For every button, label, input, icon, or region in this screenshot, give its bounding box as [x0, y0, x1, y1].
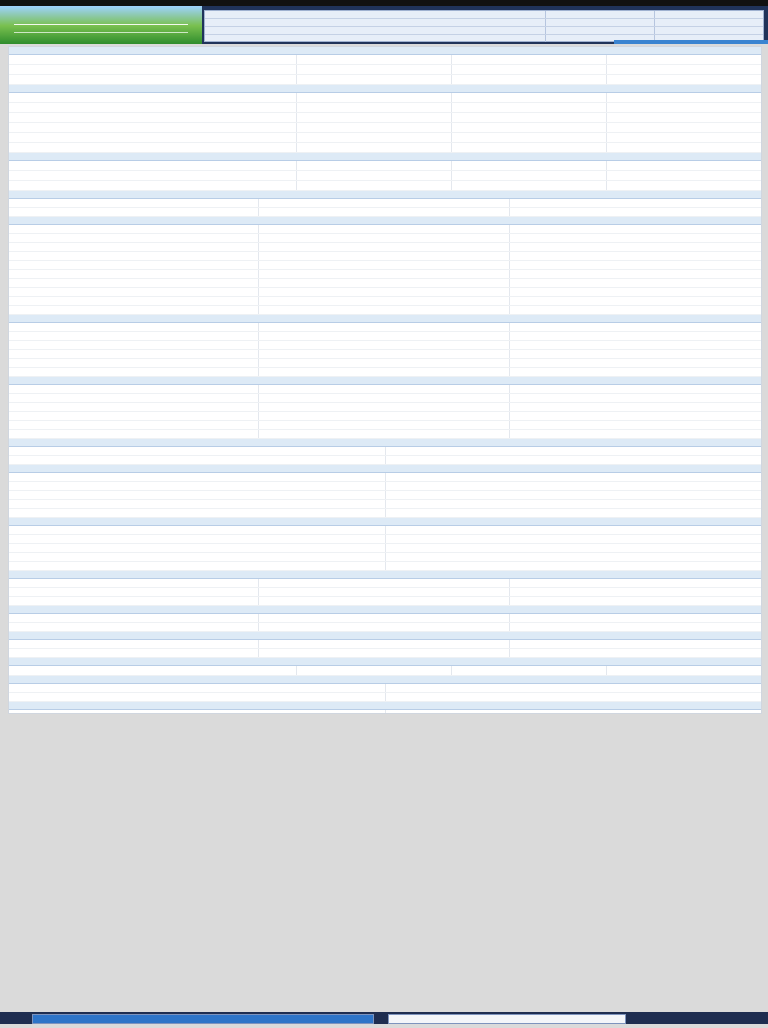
table-row — [9, 614, 761, 623]
table-row — [9, 332, 761, 341]
table-row — [9, 243, 761, 252]
table-cell — [259, 297, 509, 305]
section-header — [9, 191, 761, 199]
table-cell — [510, 579, 761, 587]
table-row — [9, 279, 761, 288]
table-cell — [259, 421, 509, 429]
table-cell — [452, 123, 607, 132]
table-cell — [297, 133, 452, 142]
table-cell — [9, 270, 259, 278]
table-cell — [510, 297, 761, 305]
table-cell — [510, 350, 761, 358]
table-row — [9, 597, 761, 606]
header-row — [205, 19, 763, 27]
table-row — [9, 143, 761, 153]
table-row — [9, 640, 761, 649]
table-cell — [452, 181, 607, 190]
table-cell — [386, 544, 762, 552]
table-row — [9, 710, 761, 714]
table-cell — [9, 123, 297, 132]
table-cell — [9, 359, 259, 367]
table-cell — [510, 394, 761, 402]
table-cell — [510, 306, 761, 314]
table-row — [9, 323, 761, 332]
table-cell — [259, 385, 509, 393]
section-header — [9, 439, 761, 447]
header-row — [205, 27, 763, 35]
table-cell — [452, 171, 607, 180]
table-cell — [386, 447, 762, 455]
section-header — [9, 658, 761, 666]
bottom-bar-left-item[interactable] — [32, 1014, 374, 1024]
table-cell — [297, 113, 452, 122]
table-cell — [510, 288, 761, 296]
table-cell — [510, 225, 761, 233]
table-row — [9, 93, 761, 103]
table-cell — [9, 456, 386, 464]
table-cell — [297, 666, 452, 675]
table-cell — [607, 93, 761, 102]
table-cell — [607, 181, 761, 190]
header-value — [545, 27, 654, 34]
table-cell — [9, 199, 259, 207]
table-cell — [607, 113, 761, 122]
table-cell — [259, 597, 509, 605]
table-cell — [259, 332, 509, 340]
table-cell — [259, 234, 509, 242]
table-row — [9, 588, 761, 597]
table-row — [9, 359, 761, 368]
section-header — [9, 571, 761, 579]
table-cell — [9, 171, 297, 180]
table-cell — [9, 103, 297, 112]
table-cell — [297, 65, 452, 74]
section-header — [9, 632, 761, 640]
table-row — [9, 553, 761, 562]
table-cell — [9, 368, 259, 376]
table-cell — [510, 279, 761, 287]
table-cell — [9, 332, 259, 340]
table-row — [9, 394, 761, 403]
table-cell — [297, 103, 452, 112]
table-cell — [259, 270, 509, 278]
table-cell — [297, 75, 452, 84]
table-row — [9, 199, 761, 208]
section-header — [9, 465, 761, 473]
table-cell — [9, 234, 259, 242]
table-cell — [297, 55, 452, 64]
table-cell — [259, 323, 509, 331]
table-cell — [9, 526, 386, 534]
table-cell — [510, 588, 761, 596]
table-cell — [452, 113, 607, 122]
table-row — [9, 234, 761, 243]
table-row — [9, 421, 761, 430]
table-row — [9, 666, 761, 676]
table-cell — [9, 323, 259, 331]
table-cell — [259, 649, 509, 657]
table-cell — [386, 562, 762, 570]
table-cell — [9, 403, 259, 411]
table-cell — [9, 412, 259, 420]
section-header — [9, 518, 761, 526]
table-cell — [510, 421, 761, 429]
header-accent-strip — [614, 40, 768, 44]
table-cell — [9, 535, 386, 543]
table-cell — [9, 75, 297, 84]
table-cell — [386, 710, 762, 714]
table-cell — [510, 597, 761, 605]
table-cell — [510, 341, 761, 349]
table-cell — [607, 133, 761, 142]
table-cell — [9, 640, 259, 648]
table-row — [9, 412, 761, 421]
table-cell — [386, 535, 762, 543]
pitch-image — [0, 6, 202, 44]
table-cell — [9, 666, 297, 675]
table-row — [9, 123, 761, 133]
table-row — [9, 482, 761, 491]
header-value — [545, 19, 654, 26]
table-row — [9, 430, 761, 439]
table-cell — [452, 133, 607, 142]
table-cell — [9, 693, 386, 701]
section-header — [9, 217, 761, 225]
header-value — [654, 27, 763, 34]
table-row — [9, 270, 761, 279]
table-cell — [259, 359, 509, 367]
table-cell — [9, 208, 259, 216]
table-cell — [9, 597, 259, 605]
table-cell — [510, 243, 761, 251]
table-cell — [9, 133, 297, 142]
header-label — [205, 27, 545, 34]
table-cell — [259, 588, 509, 596]
table-cell — [386, 509, 762, 517]
section-header — [9, 153, 761, 161]
table-cell — [259, 208, 509, 216]
table-row — [9, 403, 761, 412]
section-header — [9, 377, 761, 385]
table-cell — [9, 261, 259, 269]
table-cell — [9, 553, 386, 561]
table-cell — [510, 359, 761, 367]
table-cell — [9, 252, 259, 260]
table-cell — [386, 491, 762, 499]
table-cell — [9, 710, 386, 714]
section-header — [9, 315, 761, 323]
table-cell — [9, 279, 259, 287]
table-cell — [9, 684, 386, 692]
table-cell — [9, 306, 259, 314]
table-cell — [9, 500, 386, 508]
table-cell — [259, 403, 509, 411]
table-row — [9, 297, 761, 306]
header-value — [654, 19, 763, 26]
table-cell — [452, 75, 607, 84]
table-cell — [297, 143, 452, 152]
table-cell — [9, 65, 297, 74]
table-cell — [9, 113, 297, 122]
table-cell — [607, 143, 761, 152]
table-row — [9, 526, 761, 535]
table-cell — [9, 394, 259, 402]
table-row — [9, 447, 761, 456]
table-cell — [9, 473, 386, 481]
table-cell — [386, 526, 762, 534]
table-cell — [9, 421, 259, 429]
table-cell — [607, 65, 761, 74]
table-cell — [259, 243, 509, 251]
table-cell — [9, 544, 386, 552]
table-cell — [259, 341, 509, 349]
table-cell — [9, 181, 297, 190]
table-cell — [9, 297, 259, 305]
table-cell — [452, 103, 607, 112]
table-cell — [9, 93, 297, 102]
table-cell — [9, 562, 386, 570]
table-cell — [386, 684, 762, 692]
table-cell — [510, 640, 761, 648]
table-cell — [510, 252, 761, 260]
table-cell — [607, 75, 761, 84]
header-value — [545, 11, 654, 18]
table-row — [9, 161, 761, 171]
table-cell — [259, 412, 509, 420]
table-cell — [9, 385, 259, 393]
table-cell — [510, 403, 761, 411]
table-cell — [510, 234, 761, 242]
table-cell — [9, 143, 297, 152]
table-cell — [259, 579, 509, 587]
header-label — [205, 35, 545, 42]
table-row — [9, 456, 761, 465]
table-row — [9, 225, 761, 234]
section-header — [9, 606, 761, 614]
table-cell — [607, 123, 761, 132]
table-cell — [297, 93, 452, 102]
table-cell — [9, 161, 297, 170]
table-cell — [9, 482, 386, 490]
table-cell — [9, 623, 259, 631]
table-cell — [9, 491, 386, 499]
table-cell — [510, 412, 761, 420]
table-row — [9, 509, 761, 518]
bottom-bar-right-item[interactable] — [388, 1014, 626, 1024]
table-cell — [259, 623, 509, 631]
table-cell — [9, 225, 259, 233]
table-cell — [510, 208, 761, 216]
table-row — [9, 65, 761, 75]
table-cell — [607, 55, 761, 64]
table-row — [9, 75, 761, 85]
table-cell — [259, 430, 509, 438]
table-cell — [510, 368, 761, 376]
table-row — [9, 171, 761, 181]
table-row — [9, 350, 761, 359]
table-row — [9, 306, 761, 315]
table-row — [9, 693, 761, 702]
table-cell — [9, 509, 386, 517]
table-cell — [386, 500, 762, 508]
table-row — [9, 649, 761, 658]
table-cell — [510, 430, 761, 438]
stats-panel — [8, 46, 762, 714]
table-cell — [510, 623, 761, 631]
table-cell — [9, 579, 259, 587]
table-cell — [259, 261, 509, 269]
table-cell — [386, 482, 762, 490]
table-cell — [607, 171, 761, 180]
table-cell — [297, 123, 452, 132]
table-cell — [9, 341, 259, 349]
table-cell — [259, 199, 509, 207]
table-row — [9, 562, 761, 571]
table-cell — [452, 55, 607, 64]
table-cell — [510, 199, 761, 207]
section-header — [9, 85, 761, 93]
table-cell — [607, 103, 761, 112]
table-cell — [9, 649, 259, 657]
table-row — [9, 368, 761, 377]
table-cell — [452, 65, 607, 74]
table-cell — [9, 350, 259, 358]
table-cell — [510, 323, 761, 331]
bottom-bar — [0, 1012, 768, 1024]
table-cell — [510, 649, 761, 657]
table-cell — [452, 93, 607, 102]
table-cell — [259, 252, 509, 260]
section-header — [9, 47, 761, 55]
table-row — [9, 133, 761, 143]
header-bar — [0, 6, 768, 44]
table-cell — [452, 161, 607, 170]
table-cell — [452, 143, 607, 152]
table-row — [9, 684, 761, 693]
table-row — [9, 623, 761, 632]
table-cell — [607, 161, 761, 170]
table-row — [9, 288, 761, 297]
table-cell — [386, 693, 762, 701]
table-cell — [259, 306, 509, 314]
table-cell — [259, 394, 509, 402]
section-header — [9, 676, 761, 684]
table-cell — [510, 261, 761, 269]
header-label — [205, 19, 545, 26]
table-cell — [9, 588, 259, 596]
table-cell — [452, 666, 607, 675]
table-cell — [386, 553, 762, 561]
table-cell — [259, 279, 509, 287]
table-row — [9, 491, 761, 500]
table-row — [9, 341, 761, 350]
table-cell — [259, 350, 509, 358]
header-stats-table — [204, 10, 764, 42]
table-row — [9, 535, 761, 544]
table-row — [9, 181, 761, 191]
table-row — [9, 113, 761, 123]
table-row — [9, 208, 761, 217]
table-cell — [259, 225, 509, 233]
table-row — [9, 385, 761, 394]
table-cell — [9, 447, 386, 455]
table-cell — [9, 288, 259, 296]
table-cell — [510, 385, 761, 393]
table-row — [9, 544, 761, 553]
table-cell — [259, 640, 509, 648]
table-cell — [510, 332, 761, 340]
table-row — [9, 261, 761, 270]
table-row — [9, 103, 761, 113]
header-row — [205, 11, 763, 19]
table-cell — [386, 473, 762, 481]
table-row — [9, 579, 761, 588]
table-cell — [9, 243, 259, 251]
table-cell — [259, 614, 509, 622]
table-cell — [607, 666, 761, 675]
table-row — [9, 473, 761, 482]
table-cell — [9, 430, 259, 438]
table-cell — [510, 270, 761, 278]
table-row — [9, 252, 761, 261]
table-cell — [9, 614, 259, 622]
table-cell — [386, 456, 762, 464]
table-cell — [259, 288, 509, 296]
table-cell — [297, 181, 452, 190]
table-cell — [297, 171, 452, 180]
header-value — [654, 11, 763, 18]
table-cell — [259, 368, 509, 376]
section-header — [9, 702, 761, 710]
header-label — [205, 11, 545, 18]
table-cell — [9, 55, 297, 64]
table-cell — [297, 161, 452, 170]
table-row — [9, 500, 761, 509]
table-cell — [510, 614, 761, 622]
table-row — [9, 55, 761, 65]
